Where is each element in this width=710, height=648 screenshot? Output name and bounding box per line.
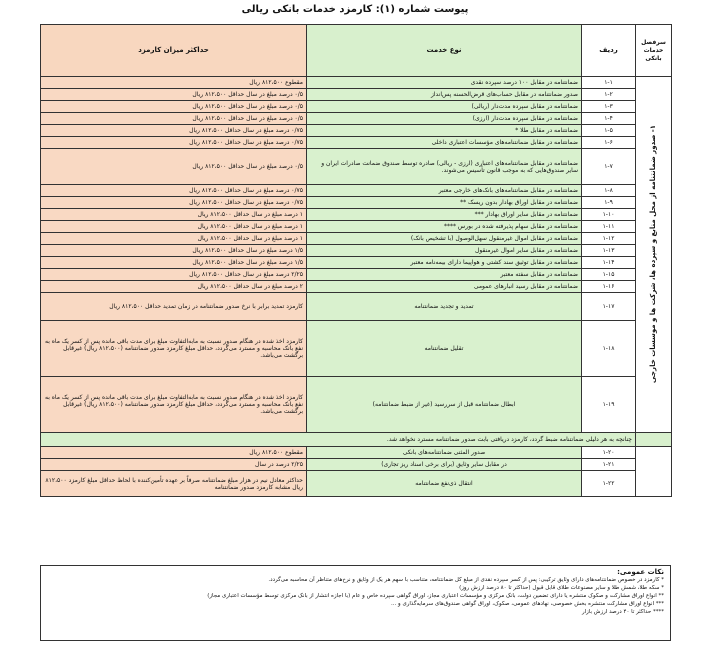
fee-cell: ۱/۵ درصد مبلغ در سال حداقل ۸۱۲،۵۰۰ ریال	[41, 257, 307, 269]
row-number: ۱-۱۶	[582, 281, 636, 293]
service-cell: ضمانتنامه در مقابل سایر اوراق بهادار ***	[307, 209, 582, 221]
row-number: ۱-۱۴	[582, 257, 636, 269]
service-cell: ضمانتنامه در مقابل سپرده مدت‌دار (ارزی)	[307, 113, 582, 125]
service-cell: تقلیل ضمانتنامه	[307, 321, 582, 377]
category-label: ۱- صدور ضمانتنامه از محل منابع و سپرده ها، شرکت ها و موسسات خارجی	[649, 125, 657, 384]
fee-cell: کارمزد اخذ شده در هنگام صدور نسبت به مابه‌التفاوت مبلغ برای مدت باقی مانده پس از کسر یک ماه به نفع بانک محاسبه و مسترد می‌گردد، حداقل مبلغ کارمزد صدور ضمانتنامه (۸۱۲،۵۰۰ ریال) غیرقابل برگشت می‌باشد.	[41, 377, 307, 433]
fee-cell: ۲/۲۵ درصد مبلغ در سال حداقل ۸۱۲،۵۰۰ ریال	[41, 269, 307, 281]
header-max-fee: حداکثر میزان کارمزد	[41, 25, 307, 77]
fee-cell: حداکثر معادل نیم در هزار مبلغ ضمانتنامه صرفاً بر عهده تأمین‌کننده با لحاظ حداقل مبلغ کارمزد ۸۱۲،۵۰۰ ریال مشابه کارمزد صدور ضمانتنامه	[41, 471, 307, 497]
table-row	[41, 321, 672, 377]
row-number: ۱-۱۳	[582, 245, 636, 257]
service-cell: صدور ضمانتنامه در مقابل حساب‌های قرض‌الحسنه پس‌انداز	[307, 89, 582, 101]
note-line: **** حداکثر تا ۴۰ درصد ارزش بازار	[581, 609, 664, 615]
table-row	[41, 113, 672, 125]
fee-cell: ۰/۷۵ درصد مبلغ در سال حداقل ۸۱۲،۵۰۰ ریال	[41, 137, 307, 149]
service-cell: ضمانتنامه در مقابل سهام پذیرفته شده در بورس ****	[307, 221, 582, 233]
note-line: *** انواع اوراق مشارکت منتشره بخش خصوصی، نهادهای عمومی، صکوک، اوراق گواهی صندوق‌های سرمایه‌گذاری و ...	[391, 601, 664, 607]
fee-cell: ۰/۵ درصد مبلغ در سال حداقل ۸۱۲،۵۰۰ ریال	[41, 89, 307, 101]
forfeit-note: چنانچه به هر دلیلی ضمانتنامه ضبط گردد، کارمزد دریافتی بابت صدور ضمانتنامه مسترد نخواهد شد.	[41, 433, 636, 447]
row-number: ۱-۲۱	[582, 459, 636, 471]
table-row	[41, 125, 672, 137]
table-row	[41, 221, 672, 233]
service-cell: ضمانتنامه در مقابل سفته معتبر	[307, 269, 582, 281]
row-number: ۱-۲۲	[582, 471, 636, 497]
notes-title: نکات عمومی:	[617, 568, 664, 576]
table-row	[41, 197, 672, 209]
table-row	[41, 185, 672, 197]
fee-cell: ۰/۷۵ درصد مبلغ در سال حداقل ۸۱۲،۵۰۰ ریال	[41, 197, 307, 209]
fee-cell: ۰/۵ درصد مبلغ در سال حداقل ۸۱۲،۵۰۰ ریال	[41, 149, 307, 185]
fee-cell: ۱ درصد مبلغ در سال حداقل ۸۱۲،۵۰۰ ریال	[41, 233, 307, 245]
row-number: ۱-۲	[582, 89, 636, 101]
header-service-type: نوع خدمت	[307, 25, 582, 77]
row-number: ۱-۱۲	[582, 233, 636, 245]
table-row	[41, 137, 672, 149]
row-number: ۱-۱۰	[582, 209, 636, 221]
category-cell-lower	[636, 447, 672, 497]
service-cell: ضمانتنامه در مقابل سایر اموال غیرمنقول	[307, 245, 582, 257]
fee-cell: ۰/۵ درصد مبلغ در سال حداقل ۸۱۲،۵۰۰ ریال	[41, 101, 307, 113]
row-number: ۱-۵	[582, 125, 636, 137]
fee-cell: ۰/۷۵ درصد مبلغ در سال حداقل ۸۱۲،۵۰۰ ریال	[41, 185, 307, 197]
service-cell: ضمانتنامه در مقابل ضمانتنامه‌های اعتباری (ارزی - ریالی) صادره توسط صندوق ضمانت صادرات ایران و سایر صندوق‌هایی که به موجب قانون تأسیس می‌شوند.	[307, 149, 582, 185]
row-number: ۱-۱۹	[582, 377, 636, 433]
service-cell: تمدید و تجدید ضمانتنامه	[307, 293, 582, 321]
page-title: پیوست شماره (۱): کارمزد خدمات بانکی ریالی	[241, 4, 469, 15]
fee-cell: مقطوع ۸۱۲،۵۰۰ ریال	[41, 447, 307, 459]
fee-cell: ۲/۲۵ درصد در سال	[41, 459, 307, 471]
table-row	[41, 245, 672, 257]
header-row-number: ردیف	[582, 25, 636, 77]
note-line: * کارمزد در خصوص ضمانتنامه‌های دارای وثایق ترکیبی: پس از کسر سپرده نقدی از مبلغ کل ضمانتنامه، متناسب با سهم هر یک از وثایق و نرخ‌های متناظر آن محاسبه می‌گردد.	[268, 577, 664, 583]
table-row	[41, 257, 672, 269]
table-row	[41, 149, 672, 185]
row-number: ۱-۱۸	[582, 321, 636, 377]
table-row	[41, 89, 672, 101]
table-row	[41, 269, 672, 281]
table-row	[41, 459, 672, 471]
fee-cell: کارمزد اخذ شده در هنگام صدور نسبت به مابه‌التفاوت مبلغ برای مدت باقی مانده پس از کسر یک ماه به نفع بانک محاسبه و مسترد می‌گردد، حداقل مبلغ کارمزد صدور ضمانتنامه (۸۱۲،۵۰۰ ریال) غیرقابل برگشت می‌باشد.	[41, 321, 307, 377]
fee-cell: ۲ درصد مبلغ در سال حداقل ۸۱۲،۵۰۰ ریال	[41, 281, 307, 293]
fee-cell: ۱ درصد مبلغ در سال حداقل ۸۱۲،۵۰۰ ریال	[41, 209, 307, 221]
row-number: ۱-۱۷	[582, 293, 636, 321]
table-row	[41, 101, 672, 113]
table-row	[41, 471, 672, 497]
row-number: ۱-۴	[582, 113, 636, 125]
table-row	[41, 377, 672, 433]
row-number: ۱-۹	[582, 197, 636, 209]
service-cell: ضمانتنامه در مقابل اوراق بهادار بدون ریسک **	[307, 197, 582, 209]
row-number: ۱-۳	[582, 101, 636, 113]
fee-cell: مقطوع ۸۱۲،۵۰۰ ریال	[41, 77, 307, 89]
service-cell: انتقال ذی‌نفع ضمانتنامه	[307, 471, 582, 497]
row-number: ۱-۷	[582, 149, 636, 185]
fee-cell: ۱/۵ درصد مبلغ در سال حداقل ۸۱۲،۵۰۰ ریال	[41, 245, 307, 257]
fee-cell: ۱ درصد مبلغ در سال حداقل ۸۱۲،۵۰۰ ریال	[41, 221, 307, 233]
table-row	[41, 293, 672, 321]
table-row	[41, 447, 672, 459]
service-cell: صدور المثنی ضمانتنامه‌های بانکی	[307, 447, 582, 459]
table-row	[41, 281, 672, 293]
row-number: ۱-۶	[582, 137, 636, 149]
row-number: ۱-۸	[582, 185, 636, 197]
fee-cell: کارمزد تمدید برابر با نرخ صدور ضمانتنامه در زمان تمدید حداقل ۸۱۲،۵۰۰ ریال	[41, 293, 307, 321]
header-category: سرفصل خدمات بانکی	[636, 25, 672, 77]
category-cell-empty	[636, 433, 672, 447]
note-line: * سکه طلا، شمش طلا و سایر مصنوعات طلای قابل قبول (حداکثر تا ۸۰ درصد ارزش روز)	[459, 585, 664, 591]
fee-table	[40, 24, 672, 497]
service-cell: ابطال ضمانتنامه قبل از سررسید (غیر از ضبط ضمانتنامه)	[307, 377, 582, 433]
table-row	[41, 233, 672, 245]
service-cell: ضمانتنامه در مقابل اموال غیرمنقول سهل‌الوصول (با تشخیص بانک)	[307, 233, 582, 245]
service-cell: ضمانتنامه در مقابل رسید انبارهای عمومی	[307, 281, 582, 293]
fee-cell: ۰/۷۵ درصد مبلغ در سال حداقل ۸۱۲،۵۰۰ ریال	[41, 125, 307, 137]
service-cell: ضمانتنامه در مقابل ۱۰۰ درصد سپرده نقدی	[307, 77, 582, 89]
general-notes	[40, 565, 671, 641]
row-number: ۱-۱۱	[582, 221, 636, 233]
service-cell: ضمانتنامه در مقابل ضمانتنامه‌های مؤسسات اعتباری داخلی	[307, 137, 582, 149]
service-cell: ضمانتنامه در مقابل توثیق سند کشتی و هواپیما دارای بیمه‌نامه معتبر	[307, 257, 582, 269]
note-line: ** انواع اوراق مشارکت و صکوک منتشره یا دارای تضمین دولت، بانک مرکزی و مؤسسات اعتباری مجاز، اوراق گواهی سپرده خاص و عام (با اجازه انتشار از بانک مرکزی توسط مؤسسات اعتباری مجاز)	[207, 593, 664, 599]
service-cell: ضمانتنامه در مقابل طلا *	[307, 125, 582, 137]
service-cell: ضمانتنامه در مقابل سپرده مدت‌دار (ریالی)	[307, 101, 582, 113]
service-cell: در مقابل سایر وثایق (برای برخی اسناد ریز تجاری)	[307, 459, 582, 471]
row-number: ۱-۲۰	[582, 447, 636, 459]
forfeit-note-row	[41, 433, 672, 447]
fee-cell: ۰/۵ درصد مبلغ در سال حداقل ۸۱۲،۵۰۰ ریال	[41, 113, 307, 125]
row-number: ۱-۱۵	[582, 269, 636, 281]
category-cell	[636, 77, 672, 433]
table-row	[41, 77, 672, 89]
service-cell: ضمانتنامه در مقابل ضمانتنامه‌های بانک‌های خارجی معتبر	[307, 185, 582, 197]
table-row	[41, 209, 672, 221]
row-number: ۱-۱	[582, 77, 636, 89]
